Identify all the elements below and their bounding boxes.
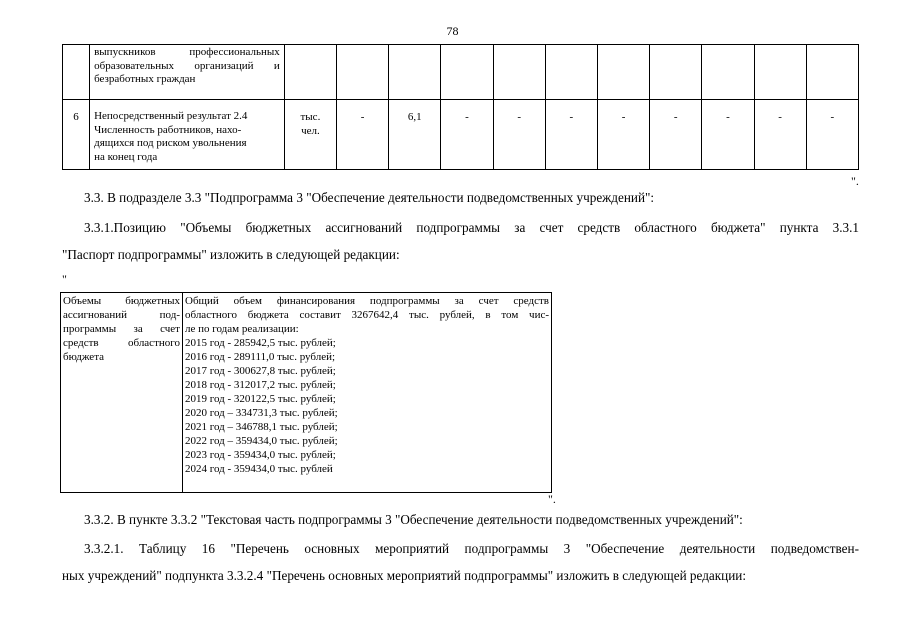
position-line: ассигнований под- xyxy=(63,309,180,321)
table-cell xyxy=(389,45,441,100)
table-cell xyxy=(493,45,545,100)
table-cell xyxy=(441,45,493,100)
funding-intro-line: Общий объем финансирования подпрограммы за счет средств xyxy=(185,295,549,307)
table-cell xyxy=(63,45,90,100)
year-line: 2017 год - 300627,8 тыс. рублей; xyxy=(185,365,336,377)
year-line: 2019 год - 320122,5 тыс. рублей; xyxy=(185,393,336,405)
value-cell: 6,1 xyxy=(389,100,441,170)
opening-quote: " xyxy=(62,272,67,286)
indicator-line: дящихся под риском увольнения xyxy=(94,137,247,149)
position-line: программы за счет xyxy=(63,323,180,335)
paragraph-3-3: 3.3. В подразделе 3.3 "Подпрограмма 3 "Обеспечение деятельности подведомственных учреждений": xyxy=(84,190,655,205)
value-cell: - xyxy=(493,100,545,170)
year-line: 2018 год - 312017,2 тыс. рублей; xyxy=(185,379,336,391)
funding-intro-line: областного бюджета составит 3267642,4 тыс. рублей, в том чис- xyxy=(185,309,549,321)
table-cell xyxy=(702,45,754,100)
paragraph-3-3-1-line2: "Паспорт подпрограммы" изложить в следующей редакции: xyxy=(62,247,400,262)
year-line: 2022 год – 359434,0 тыс. рублей; xyxy=(185,435,338,447)
value-cell: - xyxy=(597,100,649,170)
year-line: 2016 год - 289111,0 тыс. рублей; xyxy=(185,351,336,363)
value-cell: - xyxy=(545,100,597,170)
indicator-line: на конец года xyxy=(94,150,158,163)
table-cell xyxy=(597,45,649,100)
table-row xyxy=(63,45,859,100)
funding-cell xyxy=(183,293,552,493)
indicator-line: Непосредственный результат 2.4 xyxy=(94,110,248,122)
unit-line: чел. xyxy=(301,124,320,137)
indicator-line: Численность работников, нахо- xyxy=(94,123,242,136)
table-row xyxy=(63,100,859,170)
value-cell: - xyxy=(754,100,806,170)
year-line: 2023 год - 359434,0 тыс. рублей; xyxy=(185,449,336,461)
position-name-cell xyxy=(61,293,183,493)
position-line: бюджета xyxy=(63,351,105,363)
unit-cell xyxy=(284,100,336,170)
closing-quote: ". xyxy=(851,174,859,188)
table-cell xyxy=(90,45,285,100)
value-cell: - xyxy=(441,100,493,170)
paragraph-3-3-2-1-line2: ных учреждений" подпункта 3.3.2.4 "Перечень основных мероприятий подпрограммы" изложить в следующей редакции: xyxy=(62,568,746,583)
table-cell xyxy=(337,45,389,100)
table-cell xyxy=(90,100,285,170)
row-number: 6 xyxy=(63,100,90,170)
position-line: Объемы бюджетных xyxy=(63,295,180,307)
value-cell: - xyxy=(337,100,389,170)
position-line: средств областного xyxy=(63,337,180,349)
table-cell xyxy=(806,45,858,100)
value-cell: - xyxy=(650,100,702,170)
paragraph-3-3-2: 3.3.2. В пункте 3.3.2 "Текстовая часть подпрограммы 3 "Обеспечение деятельности подведомственных учреждений": xyxy=(84,512,743,527)
funding-intro-line: ле по годам реализации: xyxy=(185,323,299,335)
year-line: 2021 год – 346788,1 тыс. рублей; xyxy=(185,421,338,433)
table-cell xyxy=(650,45,702,100)
value-cell: - xyxy=(702,100,754,170)
table-row xyxy=(61,293,552,493)
row-text: выпускников профессиональных образовательных организаций и безработных граждан xyxy=(94,46,280,85)
passport-table xyxy=(60,292,552,493)
page-number: 78 xyxy=(446,24,459,38)
year-line: 2015 год - 285942,5 тыс. рублей; xyxy=(185,337,336,349)
value-cell: - xyxy=(806,100,858,170)
closing-quote: ". xyxy=(548,492,556,506)
table-cell xyxy=(754,45,806,100)
year-line: 2024 год - 359434,0 тыс. рублей xyxy=(185,463,333,475)
unit-line: тыс. xyxy=(300,111,321,123)
year-line: 2020 год – 334731,3 тыс. рублей; xyxy=(185,407,338,419)
paragraph-3-3-2-1-line1: 3.3.2.1. Таблицу 16 "Перечень основных мероприятий подпрограммы 3 "Обеспечение деятельности подведомствен- xyxy=(84,541,859,556)
table-cell xyxy=(545,45,597,100)
table-cell xyxy=(284,45,336,100)
paragraph-3-3-1-line1: 3.3.1.Позицию "Объемы бюджетных ассигнований подпрограммы за счет средств областного бюджета" пункта 3.3.1 xyxy=(84,220,859,235)
indicators-table xyxy=(62,44,859,170)
